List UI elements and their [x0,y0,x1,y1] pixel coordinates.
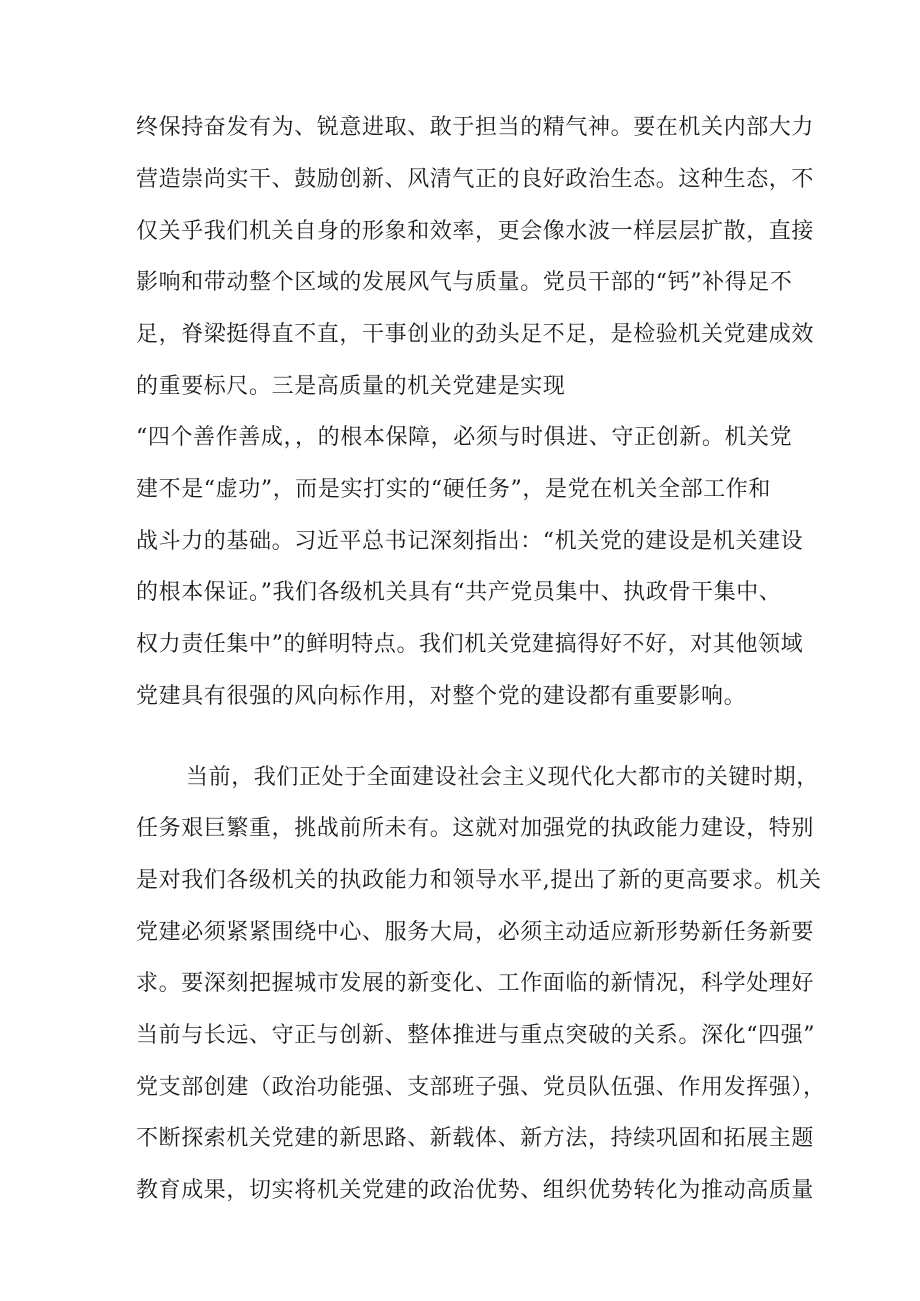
paragraph-1-line-4: 影响和带动整个区域的发展风气与质量。党员干部的“钙”补得足不 [136,270,793,295]
paragraph-1-line-12: 党建具有很强的风向标作用，对整个党的建设都有重要影响。 [136,684,747,709]
paragraph-2-line-3: 是对我们各级机关的执政能力和领导水平,提出了新的更高要求。机关 [136,868,822,893]
paragraph-2-line-1: 当前，我们正处于全面建设社会主义现代化大都市的关键时期， [186,765,819,790]
paragraph-1-line-1: 终保持奋发有为、锐意进取、敢于担当的精气神。要在机关内部大力 [136,115,815,140]
paragraph-2-line-9: 教育成果，切实将机关党建的政治优势、组织优势转化为推动高质量 [136,1178,815,1203]
paragraph-1-line-9: 战斗力的基础。习近平总书记深刻指出：“机关党的建设是机关建设 [136,529,804,554]
paragraph-2-line-4: 党建必须紧紧围绕中心、服务大局，必须主动适应新形势新任务新要 [136,920,815,945]
paragraph-2-line-6: 当前与长远、守正与创新、整体推进与重点突破的关系。深化“四强” [136,1023,816,1048]
paragraph-2-line-7: 党支部创建（政治功能强、支部班子强、党员队伍强、作用发挥强）， [136,1075,826,1100]
paragraph-1-line-5: 足，脊梁挺得直不直，干事创业的劲头足不足，是检验机关党建成效 [136,322,815,347]
paragraph-1-line-2: 营造崇尚实干、鼓励创新、风清气正的良好政治生态。这种生态，不 [136,167,815,192]
paragraph-1-line-8: 建不是“虚功”，而是实打实的“硬任务”，是党在机关全部工作和 [136,477,771,502]
paragraph-1-line-11: 权力责任集中”的鲜明特点。我们机关党建搞得好不好，对其他领域 [136,632,804,657]
paragraph-1-line-10: 的根本保证。”我们各级机关具有“共产党员集中、执政骨干集中、 [136,580,782,605]
paragraph-2-line-8: 不断探索机关党建的新思路、新载体、新方法，持续巩固和拓展主题 [136,1126,815,1151]
paragraph-1-line-6: 的重要标尺。三是高质量的机关党建是实现 [136,374,566,399]
paragraph-1-line-3: 仅关乎我们机关自身的形象和效率，更会像水波一样层层扩散，直接 [136,219,815,244]
paragraph-1-line-7: “四个善作善成，，的根本保障，必须与时俱进、守正创新。机关党 [136,425,793,450]
paragraph-2-line-5: 求。要深刻把握城市发展的新变化、工作面临的新情况，科学处理好 [136,971,815,996]
paragraph-2-line-2: 任务艰巨繁重，挑战前所未有。这就对加强党的执政能力建设，特别 [136,816,815,841]
